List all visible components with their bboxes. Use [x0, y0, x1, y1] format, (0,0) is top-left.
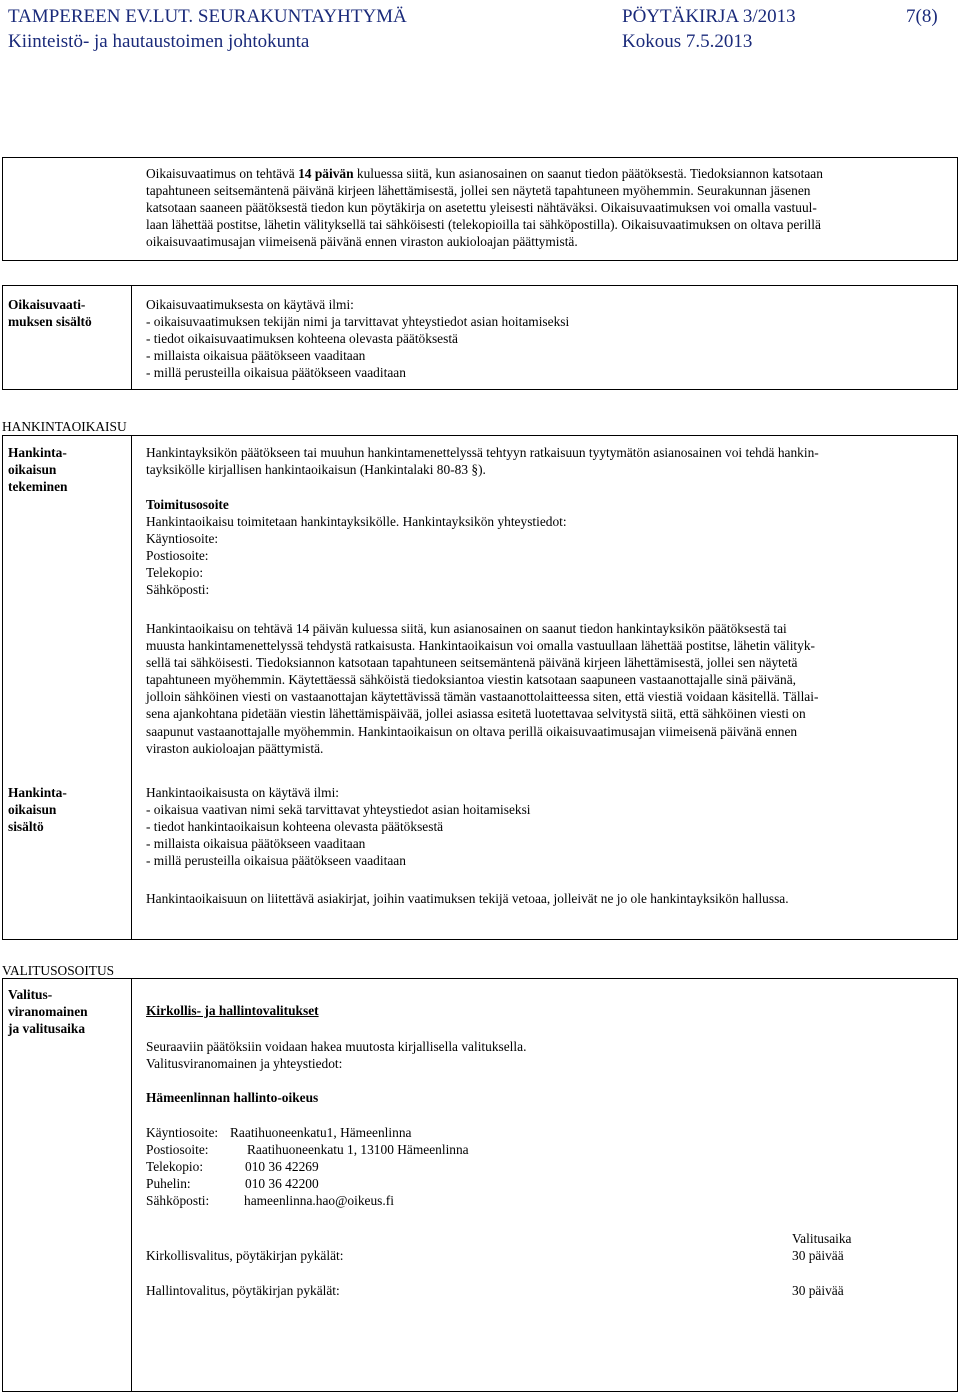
appeal-authority-label: Valitus- viranomainen ja valitusaika: [8, 987, 88, 1037]
list-item: - millaista oikaisua päätökseen vaaditaan: [146, 836, 366, 852]
list-item: Oikaisuvaatimuksesta on käytävä ilmi:: [146, 297, 354, 312]
intro-line: katsotaan saaneen päätöksestä tiedon kun pöytäkirja on asetettu yleisesti nähtäväksi. Oikaisuvaatimuksen voi omalla vastuul-: [146, 200, 817, 216]
procurement-content-label: Hankinta- oikaisun sisältö: [8, 785, 67, 835]
court-name: Hämeenlinnan hallinto-oikeus: [146, 1090, 319, 1105]
list-item: - millä perusteilla oikaisua päätökseen vaaditaan: [146, 365, 406, 381]
list-item: - millä perusteilla oikaisua päätökseen vaaditaan: [146, 853, 406, 869]
list-item: - oikaisuvaatimuksen tekijän nimi ja tarvittavat yhteystiedot asian hoitamiseksi: [146, 314, 570, 330]
admin-appeal-time: 30 päivää: [792, 1283, 844, 1298]
board-name: Kiinteistö- ja hautaustoimen johtokunta: [8, 31, 310, 52]
intro-line: laan lähettää postitse, lähetin välityksellä tai sähköisesti (telekopioilla tai sähköpostilla). Oikaisuvaatimuksen on oltava perillä: [146, 217, 821, 233]
procurement-deadline-text: Hankintaoikaisu on tehtävä 14 päivän kuluessa siitä, kun asianosainen on saanut tiedon hankintayksikön päätöksestä tai muusta hankintamenettelyssä tehdystä ratkaisusta. Hankintaoikaisun voi omalla vastuullaan lähettää postitse, lähetin välityk- sellä tai sähköisesti. Tiedoksiannon katsotaan tapahtuneen seitsemäntenä päivänä kirjeen lähettämisestä, jollei sen näytetä tapahtuneen myöhemmin. Käytettäessä sähköistä tiedoksiantoa viestin katsotaan saapuneen vastaanottajalle sinä päivänä, jolloin sähköinen viesti on vastaanottajan käytettävissä tämän vastaanottolaitteessa siten, että viestiä voidaan käsitellä. Tällai- sena ajankohtana pidetään viestin lähettämispäivää, jollei asiassa esitetä luotettavaa selvitystä siitä, että sähköinen viesti on saapunut vastaanottajalle myöhemmin. Hankintaoikaisun on oltava perillä oikaisuvaatimusajan viimeisenä päivänä ennen viraston aukioloajan päättymistä.: [146, 621, 819, 756]
intro-line: oikaisuvaatimusajan viimeisenä päivänä ennen viraston aukioloajan päättymistä.: [146, 234, 578, 250]
list-item: - oikaisua vaativan nimi sekä tarvittavat yhteystiedot asian hoitamiseksi: [146, 802, 531, 818]
delivery-address-block: Toimitusosoite Hankintaoikaisu toimitetaan hankintayksikölle. Hankintayksikön yhteystiedot: Käyntiosoite: Postiosoite: Telekopio: Sähköposti:: [146, 497, 567, 598]
column-divider: [131, 435, 132, 940]
procurement-making-label: Hankinta- oikaisun tekeminen: [8, 445, 68, 495]
procurement-content-list: [146, 784, 531, 869]
appeal-time-header: Valitusaika: [792, 1231, 852, 1246]
org-name: TAMPEREEN EV.LUT. SEURAKUNTAYHTYMÄ: [8, 6, 407, 27]
appeal-content-list: [146, 296, 569, 381]
page-number: 7(8): [906, 6, 938, 27]
meeting-date: Kokous 7.5.2013: [622, 31, 753, 52]
procurement-section-title: HANKINTAOIKAISU: [2, 419, 127, 434]
church-appeal-time: 30 päivää: [792, 1248, 844, 1263]
appeal-types-title: Kirkollis- ja hallintovalitukset: [146, 1003, 319, 1018]
column-divider: [131, 978, 132, 1392]
intro-line: Oikaisuvaatimus on tehtävä 14 päivän kuluessa siitä, kun asianosainen on saanut tiedon päätöksestä. Tiedoksiannon katsotaan: [146, 166, 823, 181]
appeal-intro-text: Seuraaviin päätöksiin voidaan hakea muutosta kirjallisella valituksella. Valitusviranomainen ja yhteystiedot:: [146, 1039, 527, 1072]
contact-row: Käyntiosoite: Raatihuoneenkatu1, Hämeenlinna: [146, 1125, 412, 1140]
court-contacts: [146, 1124, 469, 1209]
delivery-address-title: Toimitusosoite: [146, 497, 229, 512]
email-address: hameenlinna.hao@oikeus.fi: [244, 1193, 394, 1209]
intro-line: tapahtuneen seitsemäntenä päivänä kirjeen lähettämisestä, jollei sen näytetä tapahtuneen myöhemmin. Seurakunnan jäsenen: [146, 183, 811, 199]
list-item: - tiedot oikaisuvaatimuksen kohteena olevasta päätöksestä: [146, 331, 458, 347]
procurement-making-text: Hankintayksikön päätökseen tai muuhun hankintamenettelyssä tehtyyn ratkaisuun tyytymätön asianosainen voi tehdä hankin- tayksikölle kirjallisen hankintaoikaisun (Hankintalaki 80-83 §).: [146, 445, 819, 478]
attachments-note: Hankintaoikaisuun on liitettävä asiakirjat, joihin vaatimuksen tekijä vetoaa, jolleivät ne jo ole hankintayksikön hallussa.: [146, 891, 789, 906]
appeal-content-label: Oikaisuvaati- muksen sisältö: [8, 297, 92, 330]
document-title: PÖYTÄKIRJA 3/2013: [622, 6, 796, 27]
contact-row: Puhelin: 010 36 42200: [146, 1176, 319, 1192]
list-item: - tiedot hankintaoikaisun kohteena olevasta päätöksestä: [146, 819, 444, 835]
appeal-instructions-title: VALITUSOSOITUS: [2, 963, 115, 978]
list-item: Hankintaoikaisusta on käytävä ilmi:: [146, 785, 340, 800]
contact-row: Telekopio: 010 36 42269: [146, 1159, 319, 1175]
appeal-time-text: [146, 165, 823, 250]
contact-row: Postiosoite: Raatihuoneenkatu 1, 13100 Hämeenlinna: [146, 1142, 469, 1158]
church-appeal-label: Kirkollisvalitus, pöytäkirjan pykälät:: [146, 1248, 344, 1263]
admin-appeal-label: Hallintovalitus, pöytäkirjan pykälät:: [146, 1283, 340, 1298]
contact-row: Sähköposti: hameenlinna.hao@oikeus.fi: [146, 1193, 394, 1209]
list-item: - millaista oikaisua päätökseen vaaditaan: [146, 348, 366, 364]
column-divider: [131, 285, 132, 390]
